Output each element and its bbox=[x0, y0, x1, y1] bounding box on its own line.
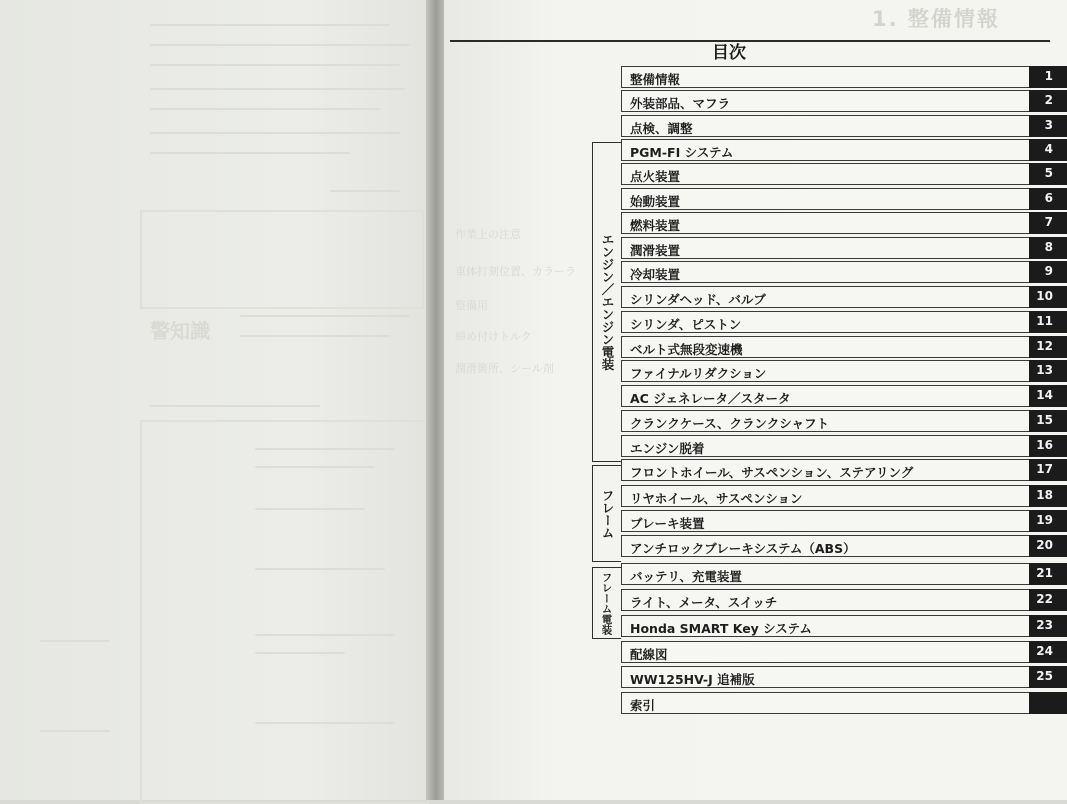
faint-text-line bbox=[150, 108, 380, 110]
toc-row[interactable] bbox=[621, 666, 1036, 688]
section-tab[interactable] bbox=[1029, 237, 1067, 259]
section-number: 9 bbox=[1044, 264, 1053, 278]
section-tab[interactable] bbox=[1029, 115, 1067, 137]
section-number: 4 bbox=[1044, 142, 1053, 156]
faint-table bbox=[140, 420, 429, 804]
section-tab[interactable] bbox=[1029, 385, 1067, 407]
toc-row-label: バッテリ、充電装置 bbox=[630, 569, 742, 584]
faint-text-line bbox=[150, 132, 400, 134]
section-number: 16 bbox=[1036, 438, 1053, 452]
toc-row[interactable] bbox=[621, 90, 1036, 112]
toc-row[interactable] bbox=[621, 115, 1036, 137]
faint-text-line bbox=[40, 640, 110, 642]
faint-text-line bbox=[150, 64, 400, 66]
toc-row-label: ブレーキ装置 bbox=[630, 516, 705, 531]
faint-text-line bbox=[330, 190, 400, 192]
faint-text-line bbox=[150, 152, 350, 154]
section-number: 23 bbox=[1036, 618, 1053, 632]
section-number: 1 bbox=[1044, 69, 1053, 83]
faint-left-item: 締め付けトルク bbox=[455, 330, 532, 343]
toc-row-label: 点火装置 bbox=[630, 169, 681, 184]
faint-text-line bbox=[150, 405, 320, 407]
group-label-frame-electrical: フレーム電装 bbox=[600, 571, 613, 635]
toc-row-label: ファイナルリダクション bbox=[630, 366, 767, 381]
toc-row[interactable] bbox=[621, 360, 1036, 382]
section-number: 8 bbox=[1044, 240, 1053, 254]
faint-text-line bbox=[240, 315, 410, 317]
faint-text-line bbox=[40, 730, 110, 732]
faint-text-line bbox=[150, 44, 410, 46]
toc-row-label: アンチロックブレーキシステム（ABS） bbox=[630, 541, 856, 556]
section-number: 20 bbox=[1036, 538, 1053, 552]
section-number: 2 bbox=[1044, 93, 1053, 107]
toc-row[interactable] bbox=[621, 336, 1036, 358]
faint-left-item: 潤滑箇所、シール剤 bbox=[455, 362, 554, 375]
group-label-frame: フレーム bbox=[600, 489, 615, 539]
toc-row[interactable] bbox=[621, 589, 1036, 611]
section-number: 19 bbox=[1036, 513, 1053, 527]
toc-row[interactable] bbox=[621, 410, 1036, 432]
section-tab[interactable] bbox=[1029, 139, 1067, 161]
toc-row-label: 整備情報 bbox=[630, 72, 681, 87]
toc-row[interactable] bbox=[621, 261, 1036, 283]
toc-row[interactable] bbox=[621, 615, 1036, 637]
faint-text-line bbox=[240, 335, 390, 337]
toc-row-label: PGM-FI システム bbox=[630, 145, 734, 160]
faint-text-line bbox=[255, 634, 395, 636]
toc-row-label: リヤホイール、サスペンション bbox=[630, 491, 803, 506]
section-number: 15 bbox=[1036, 413, 1053, 427]
section-tab[interactable] bbox=[1029, 485, 1067, 507]
toc-row[interactable] bbox=[621, 485, 1036, 507]
faint-table bbox=[140, 210, 424, 309]
section-tab[interactable] bbox=[1029, 666, 1067, 688]
section-tab[interactable] bbox=[1029, 692, 1067, 714]
toc-row-label: 始動装置 bbox=[630, 194, 681, 209]
section-tab[interactable] bbox=[1029, 286, 1067, 308]
section-tab[interactable] bbox=[1029, 641, 1067, 663]
section-number: 25 bbox=[1036, 669, 1053, 683]
toc-row-label: シリンダ、ピストン bbox=[630, 317, 742, 332]
group-label-engine: エンジン／エンジン電装 bbox=[600, 233, 615, 371]
toc-row[interactable] bbox=[621, 563, 1036, 585]
faint-text-line bbox=[255, 568, 385, 570]
toc-row-label: 燃料装置 bbox=[630, 218, 681, 233]
section-tab[interactable] bbox=[1029, 510, 1067, 532]
toc-row-label: 外装部品、マフラ bbox=[630, 96, 731, 111]
section-tab[interactable] bbox=[1029, 163, 1067, 185]
toc-title: 目次 bbox=[712, 43, 746, 63]
faint-text-line bbox=[150, 88, 405, 90]
toc-row[interactable] bbox=[621, 311, 1036, 333]
section-number: 3 bbox=[1044, 118, 1053, 132]
section-number: 22 bbox=[1036, 592, 1053, 606]
toc-row-label: Honda SMART Key システム bbox=[630, 621, 812, 636]
section-tab[interactable] bbox=[1029, 435, 1067, 457]
faint-badge: 警知識 bbox=[150, 319, 210, 343]
faint-text-line bbox=[150, 24, 390, 26]
toc-row-label: ベルト式無段変速機 bbox=[630, 342, 743, 357]
section-number: 24 bbox=[1036, 644, 1053, 658]
toc-row-label: 点検、調整 bbox=[630, 121, 693, 136]
section-number: 10 bbox=[1036, 289, 1053, 303]
faint-left-item: 車体打刻位置、カラーラ bbox=[455, 265, 576, 278]
section-tab[interactable] bbox=[1029, 212, 1067, 234]
section-number: 11 bbox=[1036, 314, 1053, 328]
section-tab[interactable] bbox=[1029, 589, 1067, 611]
toc-row[interactable] bbox=[621, 641, 1036, 663]
toc-row[interactable] bbox=[621, 535, 1036, 557]
toc-row[interactable] bbox=[621, 459, 1036, 481]
faint-text-line bbox=[255, 722, 395, 724]
toc-row-label: エンジン脱着 bbox=[630, 441, 705, 456]
faint-text-line bbox=[255, 508, 365, 510]
left-page bbox=[0, 0, 432, 800]
faint-left-item: 作業上の注意 bbox=[455, 228, 521, 241]
toc-row-label: 潤滑装置 bbox=[630, 243, 681, 258]
faint-text-line bbox=[255, 466, 375, 468]
toc-row-label: WW125HV-J 追補版 bbox=[630, 672, 755, 687]
section-tab[interactable] bbox=[1029, 90, 1067, 112]
section-tab[interactable] bbox=[1029, 188, 1067, 210]
header-rule bbox=[450, 40, 1050, 42]
toc-row-label: シリンダヘッド、バルブ bbox=[630, 292, 766, 307]
section-number: 14 bbox=[1036, 388, 1053, 402]
toc-row[interactable] bbox=[621, 435, 1036, 457]
toc-row[interactable] bbox=[621, 188, 1036, 210]
section-number: 18 bbox=[1036, 488, 1053, 502]
section-number: 17 bbox=[1036, 462, 1053, 476]
section-tab[interactable] bbox=[1029, 261, 1067, 283]
section-header: 1. 整備情報 bbox=[872, 7, 1000, 31]
section-tab[interactable] bbox=[1029, 410, 1067, 432]
section-tab[interactable] bbox=[1029, 459, 1067, 481]
section-tab[interactable] bbox=[1029, 615, 1067, 637]
toc-row-label: クランクケース、クランクシャフト bbox=[630, 416, 830, 431]
toc-row[interactable] bbox=[621, 692, 1036, 714]
section-number: 13 bbox=[1036, 363, 1053, 377]
section-tab[interactable] bbox=[1029, 311, 1067, 333]
toc-row-label: 索引 bbox=[630, 698, 656, 713]
section-number: 7 bbox=[1044, 215, 1053, 229]
faint-text-line bbox=[255, 448, 395, 450]
toc-row[interactable] bbox=[621, 237, 1036, 259]
section-number: 21 bbox=[1036, 566, 1053, 580]
toc-row[interactable] bbox=[621, 385, 1036, 407]
toc-row-label: フロントホイール、サスペンション、ステアリング bbox=[630, 465, 914, 480]
toc-row-label: 配線図 bbox=[630, 647, 668, 662]
toc-row[interactable] bbox=[621, 163, 1036, 185]
section-number: 5 bbox=[1044, 166, 1053, 180]
toc-row-label: ライト、メータ、スイッチ bbox=[630, 595, 778, 610]
faint-left-item: 整備用 bbox=[455, 299, 488, 312]
toc-row[interactable] bbox=[621, 212, 1036, 234]
toc-row[interactable] bbox=[621, 66, 1036, 88]
section-number: 12 bbox=[1036, 339, 1053, 353]
section-tab[interactable] bbox=[1029, 563, 1067, 585]
toc-row-label: 冷却装置 bbox=[630, 267, 681, 282]
section-tab[interactable] bbox=[1029, 336, 1067, 358]
toc-row-label: AC ジェネレータ／スタータ bbox=[630, 391, 791, 406]
section-tab[interactable] bbox=[1029, 535, 1067, 557]
section-tab[interactable] bbox=[1029, 66, 1067, 88]
section-number: 6 bbox=[1044, 191, 1053, 205]
section-tab[interactable] bbox=[1029, 360, 1067, 382]
faint-text-line bbox=[255, 652, 345, 654]
toc-row[interactable] bbox=[621, 139, 1036, 161]
toc-row[interactable] bbox=[621, 510, 1036, 532]
toc-row[interactable] bbox=[621, 286, 1036, 308]
